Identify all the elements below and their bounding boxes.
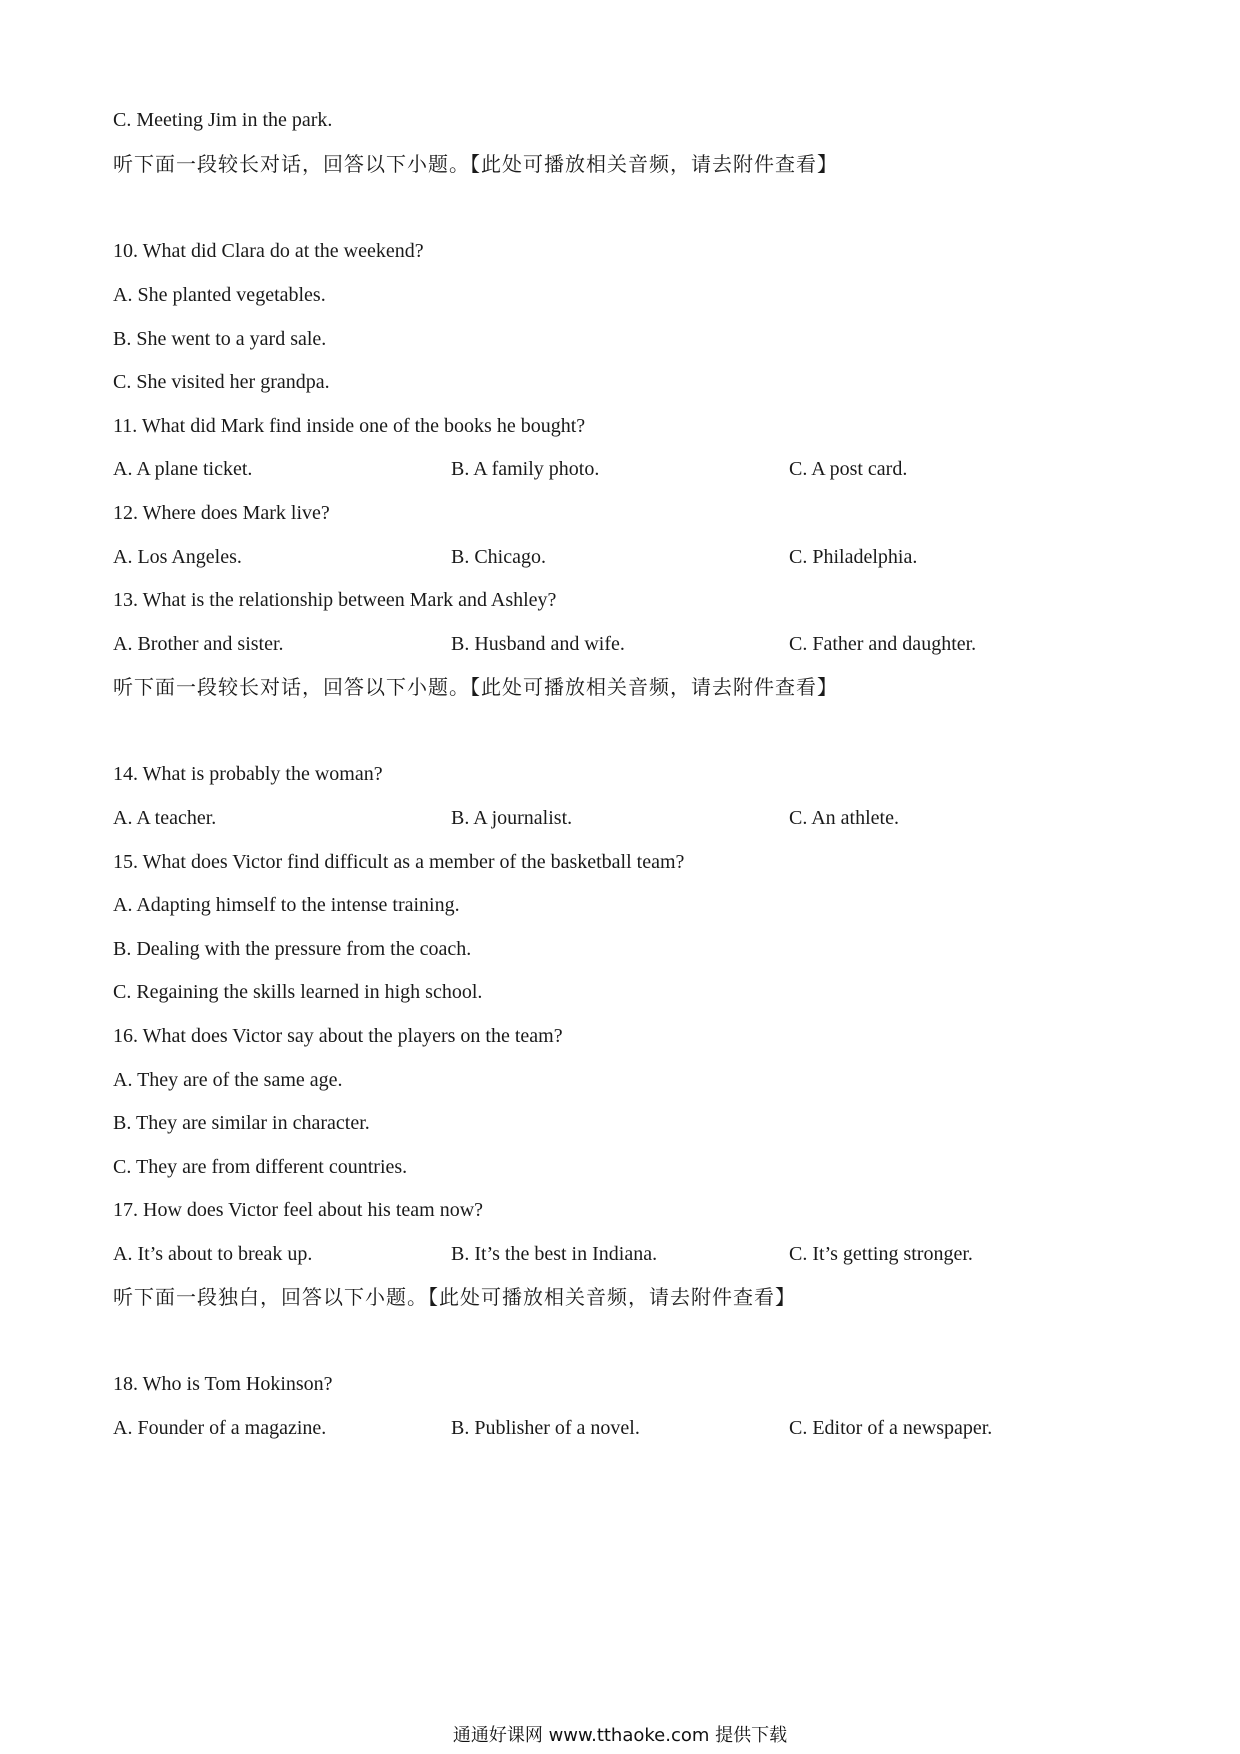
question-10: 10. What did Clara do at the weekend? — [113, 240, 424, 262]
q12-option-b: B. Chicago. — [451, 546, 546, 568]
q13-option-a: A. Brother and sister. — [113, 633, 284, 655]
q17-option-c: C. It’s getting stronger. — [789, 1243, 973, 1265]
question-11: 11. What did Mark find inside one of the books he bought? — [113, 415, 586, 437]
question-16: 16. What does Victor say about the players on the team? — [113, 1025, 563, 1047]
q10-option-c: C. She visited her grandpa. — [113, 371, 330, 393]
footer-source-text: 通通好课网 www.tthaoke.com 提供下载 — [452, 1725, 788, 1746]
question-18: 18. Who is Tom Hokinson? — [113, 1373, 333, 1395]
q14-options — [113, 804, 1113, 832]
question-14: 14. What is probably the woman? — [113, 763, 383, 785]
q9-option-c: C. Meeting Jim in the park. — [113, 109, 333, 131]
q11-options — [113, 455, 1113, 483]
q17-option-b: B. It’s the best in Indiana. — [451, 1243, 658, 1265]
q17-option-a: A. It’s about to break up. — [113, 1243, 313, 1265]
q16-option-c: C. They are from different countries. — [113, 1156, 408, 1178]
q16-option-a: A. They are of the same age. — [113, 1069, 343, 1091]
q18-option-c: C. Editor of a newspaper. — [789, 1417, 993, 1439]
q13-option-c: C. Father and daughter. — [789, 633, 977, 655]
q10-option-a: A. She planted vegetables. — [113, 284, 326, 306]
question-13: 13. What is the relationship between Mark and Ashley? — [113, 589, 557, 611]
q10-option-b: B. She went to a yard sale. — [113, 328, 327, 350]
q15-option-c: C. Regaining the skills learned in high school. — [113, 981, 483, 1003]
q12-option-c: C. Philadelphia. — [789, 546, 918, 568]
q13-options — [113, 630, 1113, 658]
section-instruction-1: 听下面一段较长对话，回答以下小题。【此处可播放相关音频，请去附件查看】 — [113, 152, 838, 176]
question-12: 12. Where does Mark live? — [113, 502, 330, 524]
q18-option-b: B. Publisher of a novel. — [451, 1417, 640, 1439]
q12-options — [113, 543, 1113, 571]
q11-option-c: C. A post card. — [789, 458, 908, 480]
q11-option-b: B. A family photo. — [451, 458, 600, 480]
q15-option-b: B. Dealing with the pressure from the coach. — [113, 938, 472, 960]
question-15: 15. What does Victor find difficult as a member of the basketball team? — [113, 851, 685, 873]
q13-option-b: B. Husband and wife. — [451, 633, 625, 655]
q18-options — [113, 1414, 1113, 1442]
q11-option-a: A. A plane ticket. — [113, 458, 253, 480]
question-17: 17. How does Victor feel about his team now? — [113, 1199, 484, 1221]
q16-option-b: B. They are similar in character. — [113, 1112, 370, 1134]
q12-option-a: A. Los Angeles. — [113, 546, 242, 568]
q14-option-a: A. A teacher. — [113, 807, 217, 829]
q14-option-b: B. A journalist. — [451, 807, 573, 829]
q15-option-a: A. Adapting himself to the intense training. — [113, 894, 460, 916]
section-instruction-2: 听下面一段较长对话，回答以下小题。【此处可播放相关音频，请去附件查看】 — [113, 675, 838, 699]
q14-option-c: C. An athlete. — [789, 807, 899, 829]
q18-option-a: A. Founder of a magazine. — [113, 1417, 327, 1439]
q17-options — [113, 1240, 1113, 1268]
section-instruction-3: 听下面一段独白，回答以下小题。【此处可播放相关音频，请去附件查看】 — [113, 1285, 796, 1309]
